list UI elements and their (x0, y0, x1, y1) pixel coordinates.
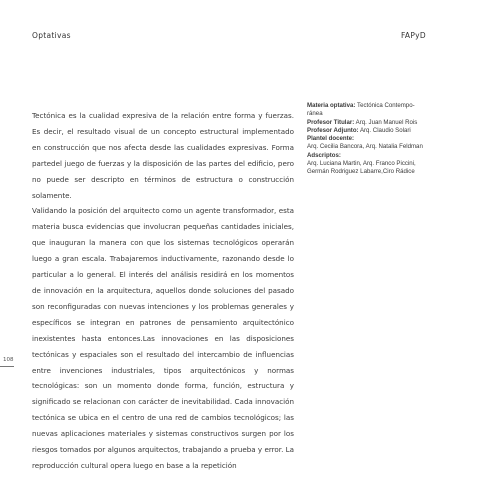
institution-header: FAPyD (401, 31, 426, 40)
adscriptos-value-2: Germán Rodriguez Labarre,Ciro Rádice (307, 168, 415, 176)
titular-row (307, 119, 433, 127)
main-text (32, 108, 294, 474)
materia-row (307, 102, 433, 110)
materia-value-cont: ránea (307, 110, 323, 118)
titular-label: Profesor Titular: (307, 118, 355, 126)
page-number: 108 (3, 357, 14, 363)
section-header: Optativas (32, 31, 71, 40)
titular-value: Arq. Juan Manuel Rois (355, 118, 418, 126)
materia-label: Materia optativa: (307, 102, 356, 109)
docente-value: Arq. Cecilia Bancora, Arq. Natalia Feldman (307, 143, 423, 151)
paragraph-2: Validando la posición del arquitecto como un agente transformador, esta materia busca evidencias que involucran pequeñas cantidades iniciales, que inauguran la manera con que los sistemas tecnológicos operarán luego a gran escala. Trabajaremos inductivamente, razonando desde lo particular a lo general. El interés del análisis residirá en los momentos de innovación en la arquitectura, aquellos donde soluciones del pasado son reconfiguradas con nuevas intenciones y los problemas generales y específicos se integran en patrones de pensamiento arquitectónico inexistentes hasta entonces.Las innovaciones en las disposiciones tectónicas y espaciales son el resultado del intercambio de influencias entre invenciones industriales, tipos arquitectónicos y normas tecnológicas: son un momento donde forma, función, estructura y significado se relacionan con carácter de inevitabilidad. Cada innovación tectónica se ubica en el centro de una red de cambios tecnológicos; las nuevas aplicaciones materiales y sistemas constructivos surgen por los riesgos tomados por algunos arquitectos, trabajando a prueba y error. La reproducción cultural opera luego en base a la repetición (32, 206, 294, 470)
materia-value: Tectónica Contempo- (357, 102, 415, 109)
adjunto-label: Profesor Adjunto: (307, 126, 359, 134)
adjunto-value: Arq. Claudio Solari (359, 126, 411, 134)
page-number-rule (0, 366, 14, 367)
course-info-sidebar (307, 102, 433, 177)
adjunto-row (307, 127, 433, 135)
paragraph-1: Tectónica es la cualidad expresiva de la relación entre forma y fuerzas. Es decir, el resultado visual de un concepto estructural implementado en construcción que nos afecta desde las cualidades expresivas. Forma partedel juego de fuerzas y la disposición de las partes del edificio, pero no puede ser descripto en términos de estructura o construcción solamente. (32, 111, 294, 200)
docente-label: Plantel docente: (307, 135, 355, 143)
adscriptos-value-1: Arq. Luciana Martin, Arq. Franco Piccini, (307, 160, 416, 168)
adscriptos-label: Adscriptos: (307, 151, 341, 159)
